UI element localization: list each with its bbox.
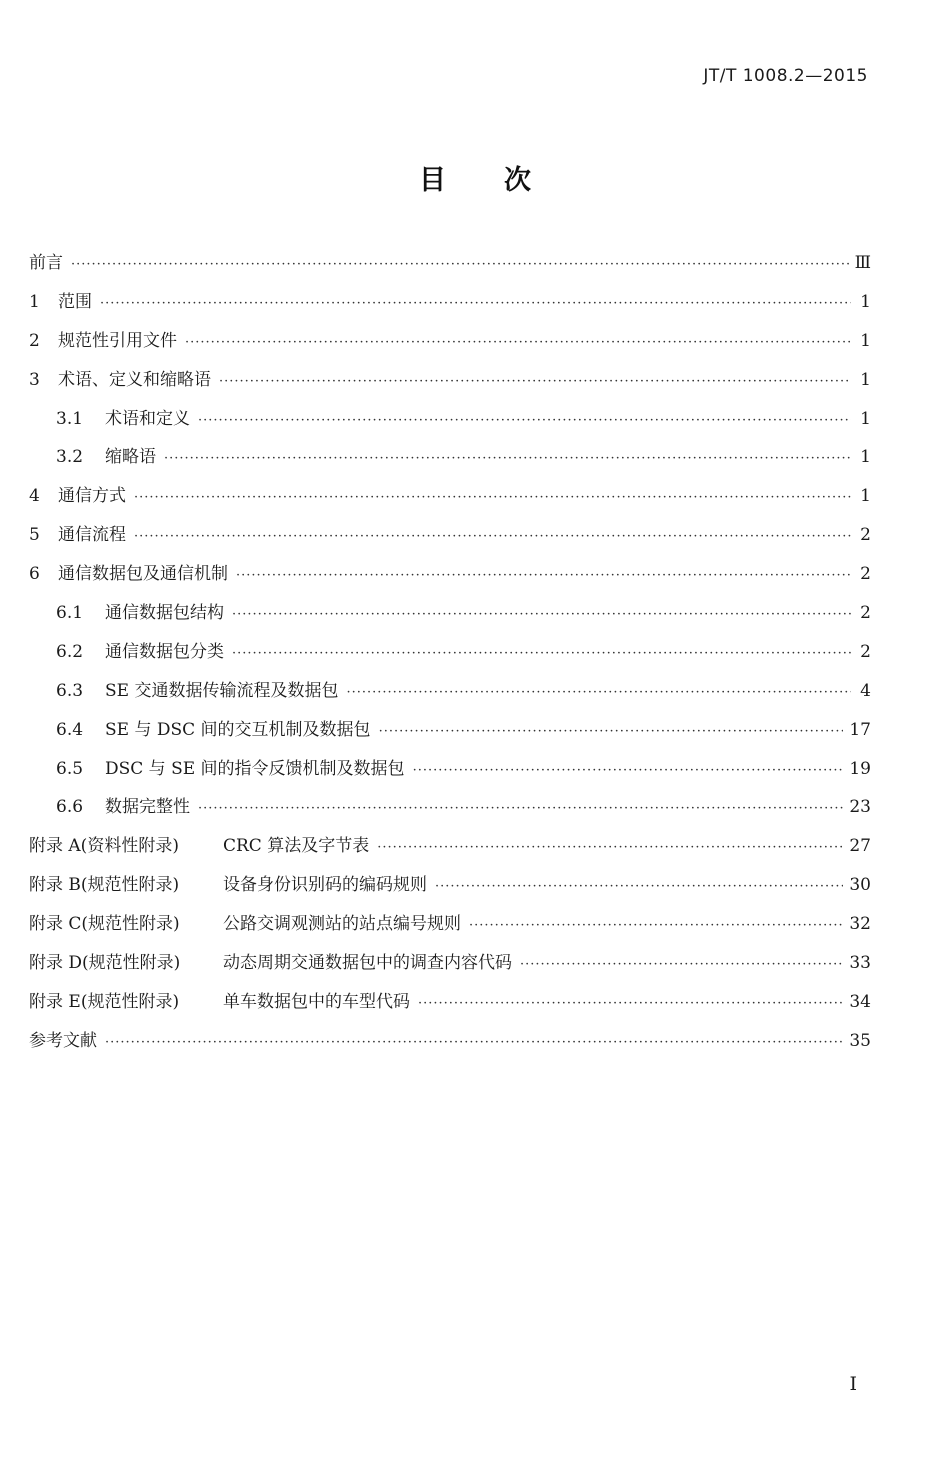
- toc-entry-number: 3.1: [56, 408, 84, 429]
- table-of-contents: [29, 244, 871, 1061]
- toc-entry-label: 通信流程: [58, 525, 126, 546]
- toc-entry-page: 23: [849, 797, 871, 818]
- toc-dot-leader: [134, 479, 851, 518]
- toc-entry-label: SE 交通数据传输流程及数据包: [105, 680, 339, 701]
- toc-dot-leader: [418, 985, 843, 1024]
- toc-entry-number: 6.6: [56, 797, 84, 818]
- toc-entry[interactable]: [29, 750, 871, 789]
- toc-entry[interactable]: [29, 827, 871, 866]
- toc-entry[interactable]: [29, 361, 871, 400]
- toc-entry[interactable]: [29, 672, 871, 711]
- toc-entry-page: 2: [860, 603, 871, 624]
- toc-entry-number: 6.5: [56, 758, 84, 779]
- toc-dot-leader: [232, 596, 851, 635]
- toc-entry-page: 1: [860, 486, 871, 507]
- toc-entry-page: 1: [860, 330, 871, 351]
- toc-entry-page: 1: [860, 291, 871, 312]
- toc-dot-leader: [71, 246, 849, 285]
- toc-entry[interactable]: [29, 477, 871, 516]
- toc-entry[interactable]: [29, 516, 871, 555]
- toc-entry-label: 参考文献: [29, 1030, 97, 1051]
- toc-entry-page: 2: [860, 525, 871, 546]
- toc-entry-number: 附录 C(规范性附录): [29, 914, 180, 935]
- toc-entry[interactable]: [29, 1022, 871, 1061]
- standard-code: JT/T 1008.2—2015: [703, 66, 868, 86]
- toc-entry-page: Ⅲ: [854, 253, 871, 273]
- toc-dot-leader: [164, 440, 851, 479]
- toc-entry-label: DSC 与 SE 间的指令反馈机制及数据包: [105, 758, 405, 779]
- toc-entry[interactable]: [29, 594, 871, 633]
- toc-entry-number: 3: [29, 369, 40, 390]
- toc-entry-number: 6: [29, 564, 40, 585]
- toc-entry-number: 附录 D(规范性附录): [29, 953, 181, 974]
- toc-entry-page: 2: [860, 641, 871, 662]
- toc-entry-number: 5: [29, 525, 40, 546]
- toc-entry-page: 2: [860, 564, 871, 585]
- page-number: I: [849, 1373, 857, 1395]
- toc-entry-page: 27: [849, 836, 871, 857]
- toc-entry-page: 19: [849, 758, 871, 779]
- toc-dot-leader: [198, 402, 851, 441]
- toc-entry-number: 6.1: [56, 603, 84, 624]
- toc-entry-label: CRC 算法及字节表: [223, 836, 370, 857]
- toc-entry-label: 规范性引用文件: [58, 330, 177, 351]
- toc-dot-leader: [379, 713, 844, 752]
- toc-entry-label: SE 与 DSC 间的交互机制及数据包: [105, 719, 371, 740]
- toc-entry[interactable]: [29, 438, 871, 477]
- toc-entry-number: 附录 E(规范性附录): [29, 991, 180, 1012]
- toc-entry-page: 32: [849, 914, 871, 935]
- toc-entry-label: 缩略语: [105, 447, 156, 468]
- toc-entry-label: 通信数据包分类: [105, 641, 224, 662]
- toc-dot-leader: [219, 363, 851, 402]
- toc-dot-leader: [198, 790, 843, 829]
- toc-dot-leader: [105, 1024, 843, 1063]
- toc-dot-leader: [413, 752, 844, 791]
- toc-entry-label: 动态周期交通数据包中的调查内容代码: [223, 953, 512, 974]
- toc-entry-label: 通信方式: [58, 486, 126, 507]
- toc-entry-label: 前言: [29, 253, 63, 273]
- toc-entry-label: 数据完整性: [105, 797, 190, 818]
- toc-entry[interactable]: [29, 633, 871, 672]
- toc-entry[interactable]: [29, 400, 871, 439]
- toc-title: 目次: [419, 165, 589, 196]
- toc-entry-page: 1: [860, 369, 871, 390]
- toc-entry-page: 34: [849, 991, 871, 1012]
- toc-entry[interactable]: [29, 788, 871, 827]
- toc-entry[interactable]: [29, 866, 871, 905]
- toc-entry-page: 1: [860, 447, 871, 468]
- toc-entry[interactable]: [29, 322, 871, 361]
- toc-entry-number: 6.2: [56, 641, 84, 662]
- toc-entry-label: 范围: [58, 291, 92, 312]
- toc-entry[interactable]: [29, 944, 871, 983]
- toc-entry-label: 单车数据包中的车型代码: [223, 991, 410, 1012]
- toc-entry-number: 4: [29, 486, 40, 507]
- toc-entry-page: 17: [849, 719, 871, 740]
- toc-dot-leader: [232, 635, 851, 674]
- toc-dot-leader: [134, 518, 851, 557]
- toc-dot-leader: [520, 946, 843, 985]
- toc-entry[interactable]: [29, 283, 871, 322]
- toc-entry-label: 术语和定义: [105, 408, 190, 429]
- toc-dot-leader: [377, 829, 843, 868]
- toc-entry[interactable]: [29, 244, 871, 283]
- toc-entry-number: 3.2: [56, 447, 84, 468]
- toc-entry-label: 术语、定义和缩略语: [58, 369, 211, 390]
- toc-dot-leader: [435, 868, 843, 907]
- toc-entry[interactable]: [29, 555, 871, 594]
- toc-entry-number: 附录 B(规范性附录): [29, 875, 180, 896]
- toc-dot-leader: [236, 557, 851, 596]
- toc-entry-label: 公路交调观测站的站点编号规则: [223, 914, 461, 935]
- toc-entry-number: 6.3: [56, 680, 84, 701]
- toc-entry-page: 4: [860, 680, 871, 701]
- toc-entry-page: 35: [849, 1030, 871, 1051]
- toc-dot-leader: [346, 674, 851, 713]
- toc-entry[interactable]: [29, 983, 871, 1022]
- toc-entry[interactable]: [29, 905, 871, 944]
- toc-dot-leader: [100, 285, 851, 324]
- toc-entry-number: 6.4: [56, 719, 84, 740]
- toc-dot-leader: [469, 907, 843, 946]
- toc-entry-number: 2: [29, 330, 40, 351]
- toc-entry-page: 30: [849, 875, 871, 896]
- toc-entry-label: 通信数据包及通信机制: [58, 564, 228, 585]
- toc-entry-page: 33: [849, 953, 871, 974]
- toc-entry[interactable]: [29, 711, 871, 750]
- toc-entry-number: 1: [29, 291, 40, 312]
- toc-entry-label: 设备身份识别码的编码规则: [223, 875, 427, 896]
- toc-entry-label: 通信数据包结构: [105, 603, 224, 624]
- toc-dot-leader: [185, 324, 851, 363]
- toc-entry-number: 附录 A(资料性附录): [29, 836, 179, 857]
- toc-entry-page: 1: [860, 408, 871, 429]
